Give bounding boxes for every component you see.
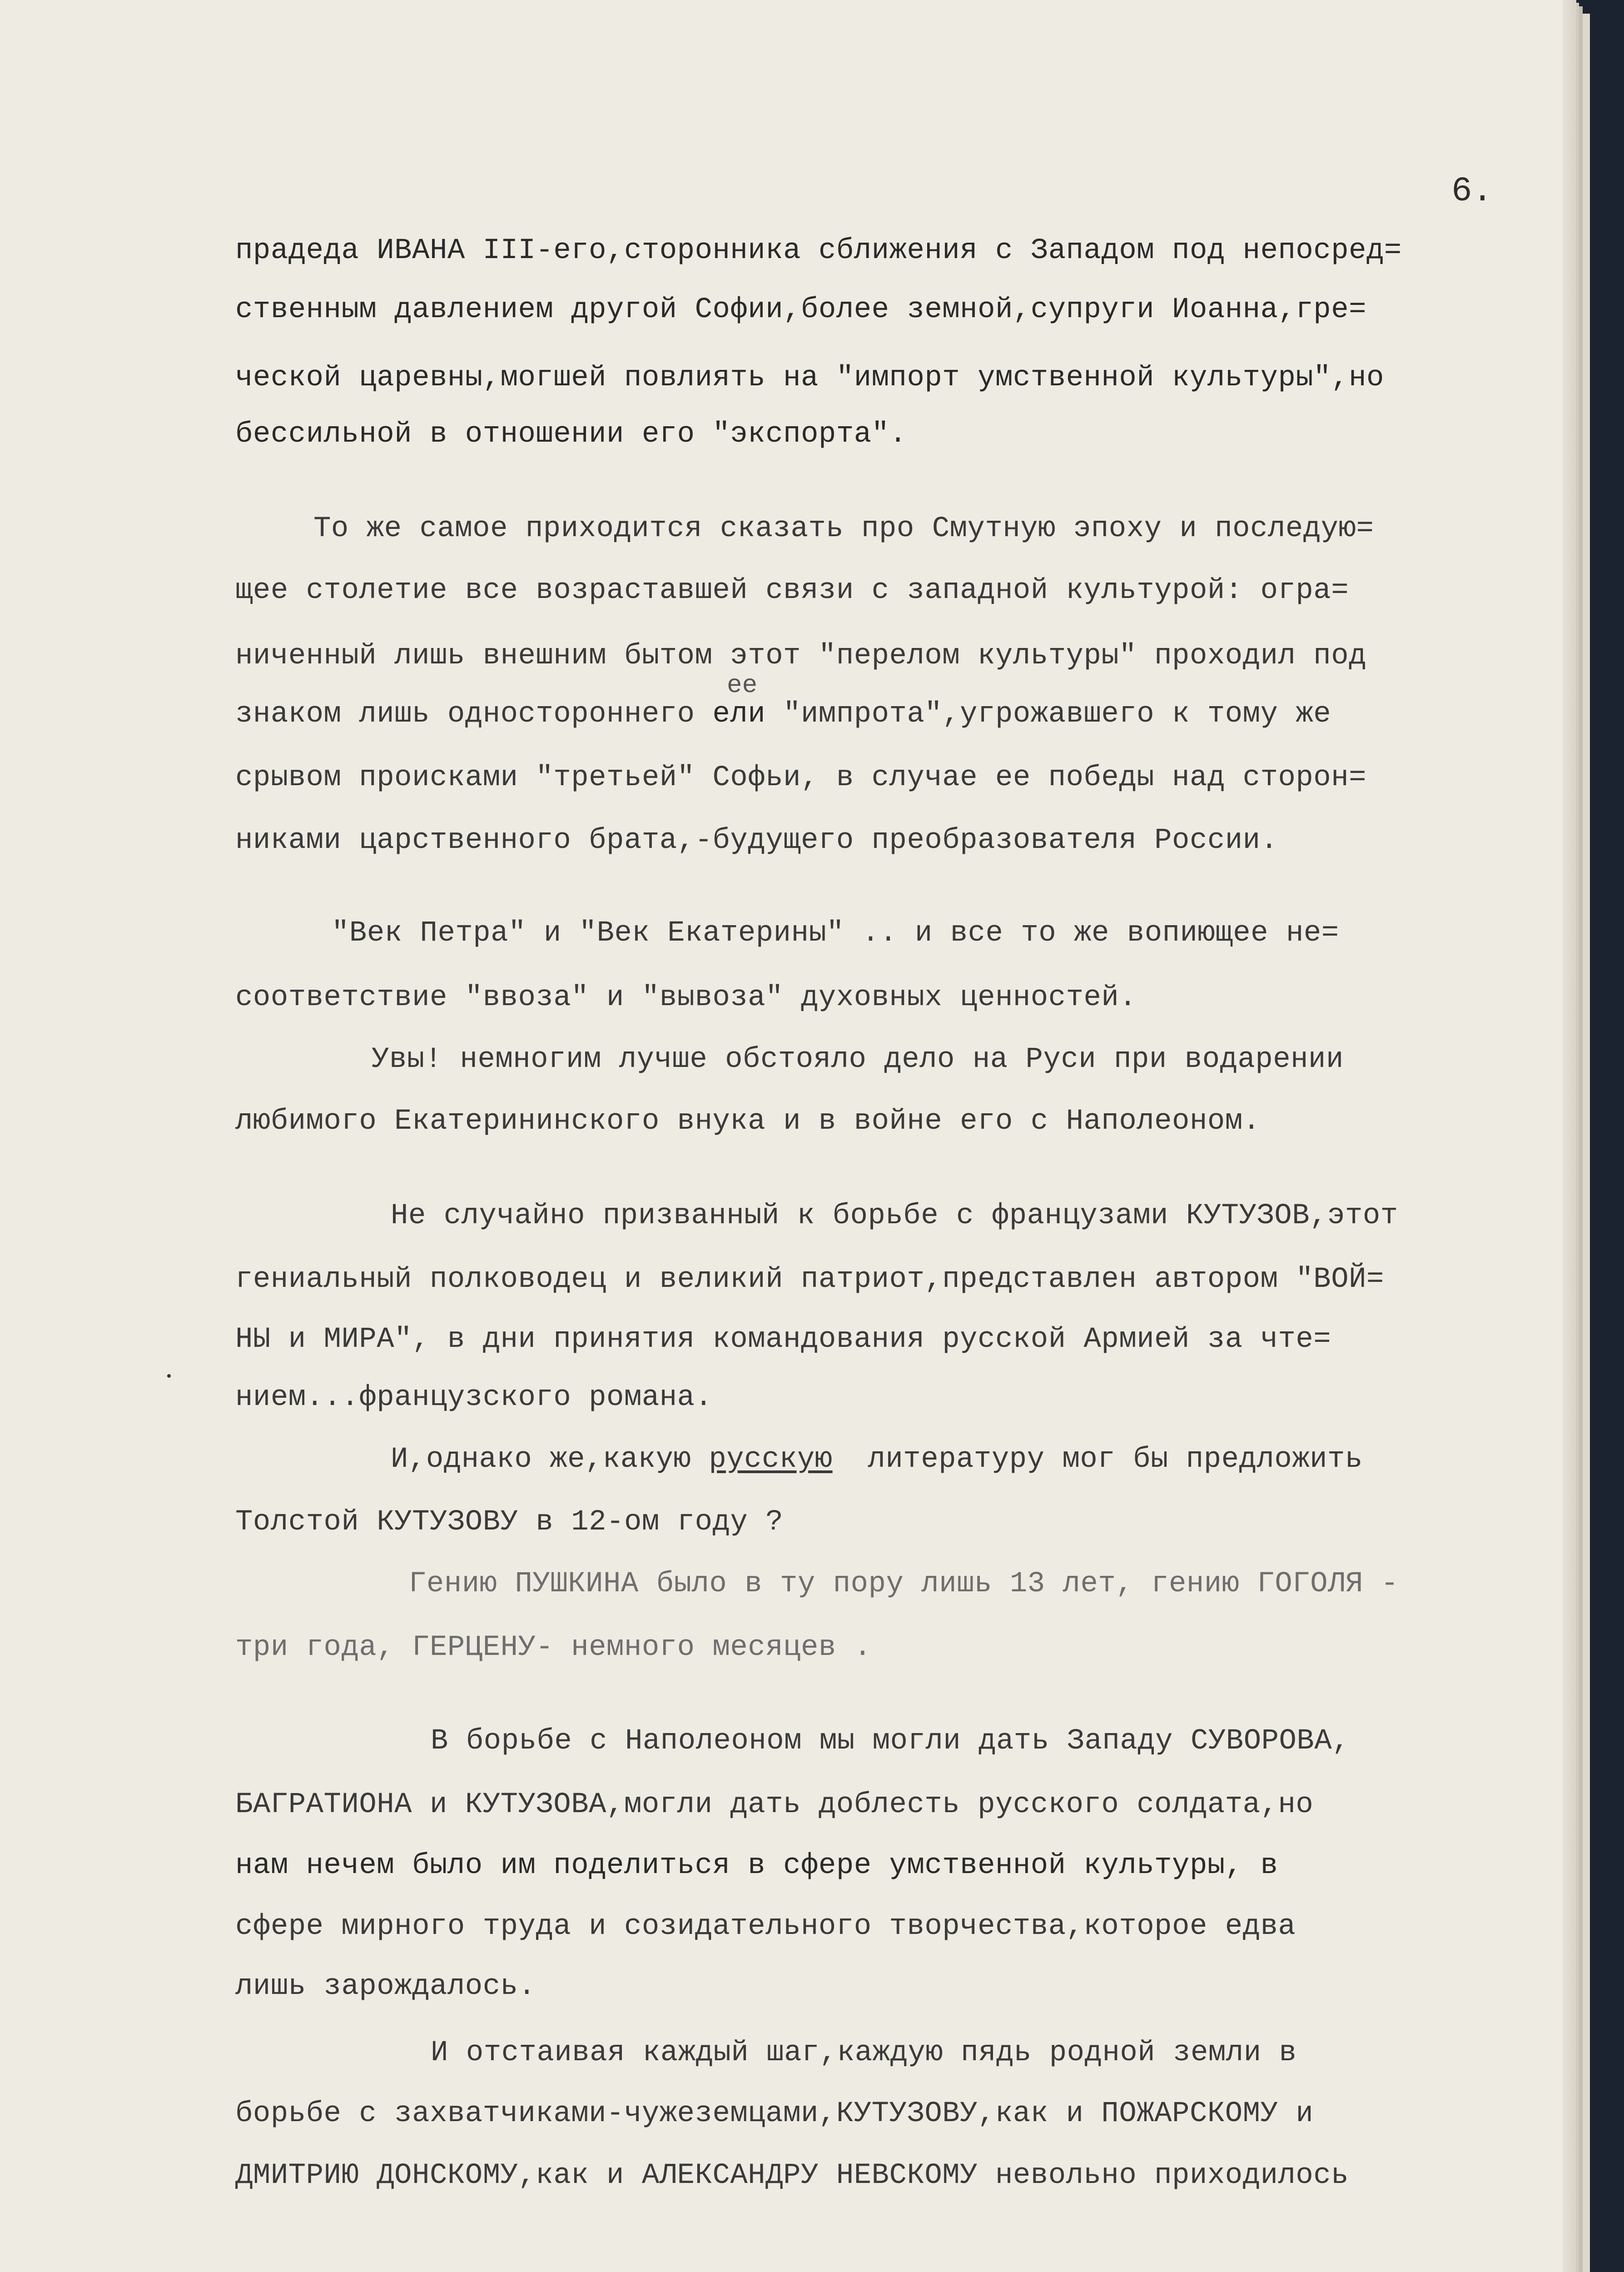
- text-segment: знаком лишь одностороннего: [235, 698, 713, 731]
- text-line: [235, 700, 1331, 729]
- text-line: ственным давлением другой Софии,более земной,супруги Иоанна,гре=: [235, 294, 1366, 326]
- text-line: И отстаивая каждый шаг,каждую пядь родной земли в: [431, 2037, 1297, 2069]
- text-line: ДМИТРИЮ ДОНСКОМУ,как и АЛЕКСАНДРУ НЕВСКОМУ невольно приходилось: [235, 2159, 1349, 2192]
- text-segment: литературу мог бы предложить: [832, 1443, 1363, 1476]
- ink-mark: [167, 1374, 171, 1378]
- text-line: В борьбе с Наполеоном мы могли дать Западу СУВОРОВА,: [431, 1725, 1350, 1758]
- text-line: Не случайно призванный к борьбе с французами КУТУЗОВ,этот: [391, 1200, 1398, 1232]
- text-line: ниченный лишь внешним бытом этот "перелом культуры" проходил под: [235, 640, 1366, 673]
- text-line: Толстой КУТУЗОВУ в 12-ом году ?: [235, 1506, 784, 1539]
- text-line: НЫ и МИРА", в дни принятия командования русской Армией за чте=: [235, 1323, 1331, 1356]
- text-line: бессильной в отношении его "экспорта".: [235, 418, 907, 451]
- text-line: борьбе с захватчиками-чужеземцами,КУТУЗОВУ,как и ПОЖАРСКОМУ и: [235, 2098, 1314, 2130]
- text-line: любимого Екатерининского внука и в войне его с Наполеоном.: [235, 1105, 1261, 1138]
- text-line: соответствие "ввоза" и "вывоза" духовных ценностей.: [235, 982, 1137, 1014]
- text-line: То же самое приходится сказать про Смутную эпоху и последую=: [313, 513, 1374, 545]
- text-line: "Век Петра" и "Век Екатерины" .. и все то же вопиющее не=: [332, 917, 1339, 950]
- text-line: нием...французского романа.: [235, 1381, 713, 1414]
- text-line: лишь зарождалось.: [235, 1970, 536, 2003]
- text-segment: поделиться в сфере умственной культуры, в: [536, 1849, 1278, 1882]
- overstruck-word: ели: [712, 698, 766, 731]
- text-line: Гению ПУШКИНА было в ту пору лишь 13 лет, гению ГОГОЛЯ -: [409, 1568, 1399, 1600]
- handwritten-insertion: ее: [727, 671, 758, 700]
- text-segment: "импрота",угрожавшего к тому же: [765, 698, 1331, 731]
- text-line: гениальный полководец и великий патриот,представлен автором "ВОЙ=: [235, 1263, 1384, 1296]
- text-line: БАГРАТИОНА и КУТУЗОВА,могли дать доблесть русского солдата,но: [235, 1789, 1314, 1821]
- text-line: срывом происками "третьей" Софьи, в случае ее победы над сторон=: [235, 762, 1366, 794]
- text-line: [235, 1851, 1278, 1880]
- page-number: 6.: [1451, 172, 1493, 211]
- text-line: прадеда ИВАНА III-его,сторонника сближения с Западом под непосред=: [235, 234, 1402, 267]
- text-line: Увы! немногим лучше обстояло дело на Руси при водарении: [372, 1043, 1344, 1076]
- overstruck-word: им: [500, 1849, 536, 1882]
- text-line: три года, ГЕРЦЕНУ- немного месяцев .: [235, 1631, 872, 1664]
- text-line: [391, 1445, 1363, 1474]
- text-line: щее столетие все возраставшей связи с западной культурой: огра=: [235, 574, 1349, 607]
- text-line: сфере мирного труда и созидательного творчества,которое едва: [235, 1910, 1296, 1943]
- text-segment: нам нечем было: [235, 1849, 501, 1882]
- text-segment: И,однако же,какую: [391, 1443, 709, 1476]
- text-line: ческой царевны,могшей повлиять на "импорт умственной культуры",но: [235, 362, 1384, 394]
- page-edge: [1563, 0, 1576, 2272]
- text-line: никами царственного брата,-будущего преобразователя России.: [235, 824, 1278, 857]
- underlined-word: русскую: [709, 1443, 833, 1476]
